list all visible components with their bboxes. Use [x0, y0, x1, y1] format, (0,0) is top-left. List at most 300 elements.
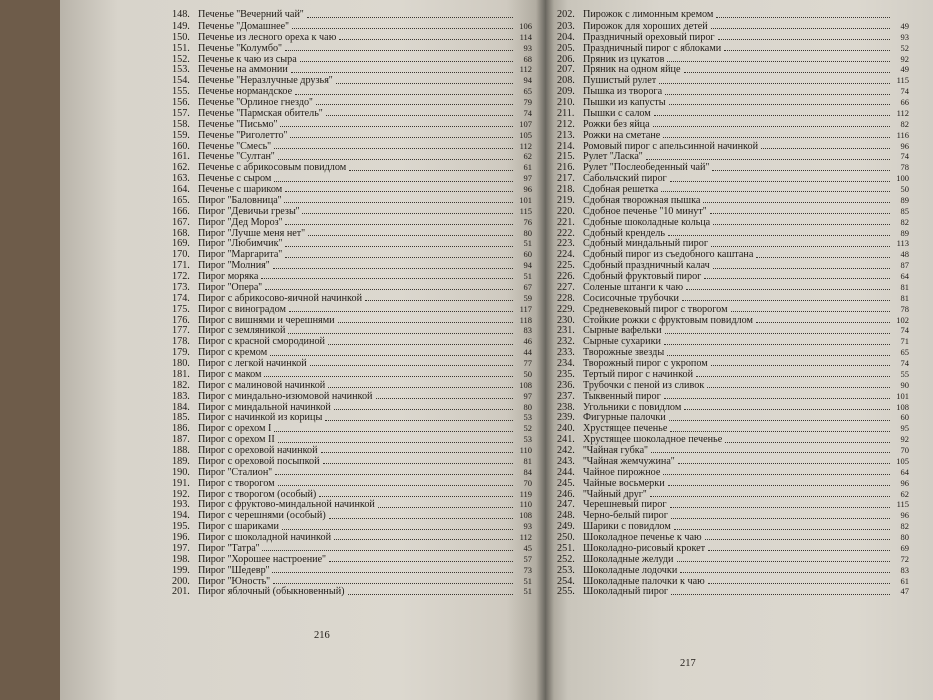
contents-entry — [172, 249, 532, 260]
entry-number: 176. — [172, 314, 190, 326]
entry-title: Печенье ''Смесь'' — [198, 140, 271, 152]
entry-number: 208. — [557, 75, 575, 87]
entry-number: 178. — [172, 336, 190, 348]
entry-number: 206. — [557, 53, 575, 65]
entry-page-number: 64 — [900, 466, 909, 477]
entry-title: Печенье ''Вечерний чай'' — [198, 9, 304, 20]
contents-entry — [172, 554, 532, 565]
entry-title: Тыквенный пирог — [583, 390, 661, 402]
dot-leader — [696, 375, 890, 377]
dot-leader — [716, 16, 890, 18]
entry-number: 251. — [557, 542, 575, 554]
entry-number: 228. — [557, 292, 575, 304]
dot-leader — [289, 310, 513, 312]
entry-number: 173. — [172, 281, 190, 293]
entry-number: 255. — [557, 586, 575, 598]
dot-leader — [703, 201, 890, 203]
entry-title: Шоколадные желуди — [583, 553, 674, 565]
dot-leader — [291, 71, 513, 73]
entry-number: 177. — [172, 325, 190, 337]
dot-leader — [664, 343, 890, 345]
entry-page-number: 92 — [900, 434, 909, 445]
entry-number: 242. — [557, 445, 575, 456]
dot-leader — [326, 114, 513, 116]
contents-entry — [557, 228, 909, 239]
entry-page-number: 71 — [900, 336, 909, 347]
dot-leader — [710, 212, 891, 214]
entry-number: 214. — [557, 140, 575, 152]
contents-entry — [557, 380, 909, 391]
entry-title: Пирог с миндально-изюмовой начинкой — [198, 390, 373, 402]
entry-title: Пирог ''Молния'' — [198, 260, 270, 272]
entry-number: 194. — [172, 510, 190, 522]
entry-number: 185. — [172, 412, 190, 424]
contents-entry — [557, 162, 909, 173]
contents-entry — [557, 238, 909, 249]
entry-title: Средневековый пирог с творогом — [583, 303, 728, 315]
contents-entry — [172, 412, 532, 423]
dot-leader — [349, 169, 513, 171]
entry-page-number: 97 — [523, 173, 532, 184]
entry-title: Шоколадные лодочки — [583, 564, 678, 576]
entry-title: Пирог с красной смородиной — [198, 336, 326, 348]
entry-number: 220. — [557, 205, 575, 217]
entry-title: Печенье к чаю из сыра — [198, 53, 297, 65]
entry-title: Пирог с начинкой из корицы — [198, 412, 323, 424]
dot-leader — [668, 234, 890, 236]
contents-entry — [172, 576, 532, 587]
entry-page-number: 49 — [900, 20, 909, 31]
entry-title: Праздничный пирог с яблоками — [583, 42, 722, 54]
entry-page-number: 114 — [519, 31, 532, 42]
contents-entry — [172, 543, 532, 554]
entry-page-number: 47 — [900, 586, 909, 597]
entry-title: Пирог с маком — [198, 368, 262, 380]
entry-page-number: 96 — [900, 477, 909, 488]
contents-entry — [557, 260, 909, 271]
entry-title: Пирог ''Дед Мороз'' — [198, 216, 283, 228]
entry-title: Пирог моряка — [198, 271, 259, 282]
entry-number: 175. — [172, 303, 190, 315]
entry-title: Сдобное печенье ''10 минут'' — [583, 205, 707, 217]
dot-leader — [316, 103, 513, 105]
contents-entry — [557, 467, 909, 478]
entry-title: Пирог ''Любимчик'' — [198, 238, 283, 250]
entry-number: 249. — [557, 521, 575, 533]
contents-entry — [172, 108, 532, 119]
dot-leader — [664, 397, 890, 399]
contents-entry — [172, 347, 532, 358]
entry-title: Черешневый пирог — [583, 499, 667, 511]
entry-page-number: 44 — [523, 347, 532, 358]
dot-leader — [659, 82, 890, 84]
entry-page-number: 67 — [523, 281, 532, 292]
entry-title: Пряник на одном яйце — [583, 64, 681, 76]
entry-number: 234. — [557, 358, 575, 369]
contents-entry — [172, 195, 532, 206]
contents-entry — [172, 97, 532, 108]
contents-entry — [172, 521, 532, 532]
contents-entry — [172, 130, 532, 141]
entry-title: Праздничный ореховый пирог — [583, 31, 715, 43]
entry-title: ''Чайная губка'' — [583, 445, 648, 456]
entry-title: Шоколадный пирог — [583, 586, 669, 598]
dot-leader — [310, 364, 513, 366]
entry-title: Угольники с повидлом — [583, 401, 682, 413]
entry-number: 182. — [172, 379, 190, 391]
entry-number: 212. — [557, 118, 575, 130]
entry-page-number: 74 — [523, 107, 532, 118]
entry-title: Пирог с кремом — [198, 347, 268, 359]
entry-title: Шоколадные палочки к чаю — [583, 575, 705, 587]
entry-page-number: 96 — [523, 184, 532, 194]
entry-page-number: 94 — [523, 75, 532, 86]
entry-title: Пирог с черешнями (особый) — [198, 510, 326, 522]
entry-page-number: 77 — [523, 358, 532, 368]
entry-page-number: 81 — [523, 455, 532, 466]
entry-page-number: 68 — [523, 53, 532, 64]
dot-leader — [669, 103, 890, 105]
entry-title: Печенье ''Колумбо'' — [198, 42, 282, 54]
contents-entry — [557, 282, 909, 293]
contents-entry — [172, 380, 532, 391]
entry-page-number: 107 — [519, 118, 532, 129]
dot-leader — [711, 364, 890, 366]
contents-entry — [557, 445, 909, 456]
contents-entry — [557, 347, 909, 358]
entry-page-number: 94 — [523, 260, 532, 271]
entry-number: 215. — [557, 151, 575, 163]
entry-number: 169. — [172, 238, 190, 250]
entry-page-number: 93 — [523, 42, 532, 53]
entry-number: 247. — [557, 499, 575, 511]
entry-page-number: 52 — [523, 423, 532, 434]
entry-title: Сдобная решетка — [583, 184, 659, 195]
entry-title: Пирог с творогом — [198, 477, 275, 489]
dot-leader — [295, 93, 513, 95]
dot-leader — [274, 147, 513, 149]
contents-entry — [172, 510, 532, 521]
entry-title: Пышки с салом — [583, 107, 651, 119]
contents-entry — [557, 10, 909, 21]
entry-page-number: 61 — [900, 575, 909, 586]
entry-page-number: 49 — [900, 64, 909, 75]
entry-title: Рожки на сметане — [583, 129, 661, 141]
entry-title: Пирог с земляникой — [198, 325, 286, 337]
contents-entry — [557, 21, 909, 32]
entry-page-number: 79 — [523, 97, 532, 107]
dot-leader — [671, 593, 890, 595]
left-page — [60, 0, 545, 700]
entry-title: Пирог с шоколадной начинкой — [198, 532, 332, 543]
dot-leader — [725, 441, 890, 443]
contents-entry — [172, 43, 532, 54]
contents-entry — [557, 54, 909, 65]
dot-leader — [261, 277, 513, 279]
entry-title: Печенье из лесного ореха к чаю — [198, 31, 337, 43]
contents-entry — [172, 271, 532, 282]
entry-number: 154. — [172, 75, 190, 87]
dot-leader — [365, 299, 513, 301]
contents-entry — [557, 369, 909, 380]
dot-leader — [682, 299, 890, 301]
entry-page-number: 46 — [523, 336, 532, 347]
dot-leader — [756, 321, 890, 323]
entry-number: 246. — [557, 488, 575, 500]
entry-title: Соленые штанги к чаю — [583, 281, 684, 293]
contents-entry — [557, 195, 909, 206]
dot-leader — [273, 582, 513, 584]
entry-number: 179. — [172, 347, 190, 359]
entry-number: 227. — [557, 281, 575, 293]
entry-page-number: 92 — [900, 53, 909, 64]
entry-title: Сдобный фруктовый пирог — [583, 271, 702, 282]
contents-entry — [172, 391, 532, 402]
entry-page-number: 89 — [900, 194, 909, 205]
dot-leader — [348, 593, 513, 595]
dot-leader — [684, 408, 890, 410]
dot-leader — [674, 528, 890, 530]
contents-entry — [557, 478, 909, 489]
entry-page-number: 74 — [900, 151, 909, 162]
entry-title: Пирог с вишнями и черешнями — [198, 314, 335, 326]
dot-leader — [285, 190, 513, 192]
entry-title: Сырные сухарики — [583, 336, 662, 348]
dot-leader — [329, 560, 513, 562]
dot-leader — [278, 158, 513, 160]
entry-number: 158. — [172, 118, 190, 130]
dot-leader — [285, 256, 513, 258]
entry-number: 231. — [557, 325, 575, 337]
entry-number: 226. — [557, 271, 575, 282]
entry-title: Шоколадно-рисовый крокет — [583, 542, 706, 554]
dot-leader — [677, 560, 890, 562]
entry-title: Ромовый пирог с апельсинной начинкой — [583, 140, 759, 152]
dot-leader — [323, 462, 513, 464]
dot-leader — [669, 419, 890, 421]
dot-leader — [336, 82, 513, 84]
dot-leader — [285, 245, 513, 247]
contents-entry — [172, 565, 532, 576]
entry-number: 181. — [172, 368, 190, 380]
entry-title: Печенье ''Султан'' — [198, 151, 275, 163]
dot-leader — [663, 473, 890, 475]
entry-number: 232. — [557, 336, 575, 348]
contents-entry — [557, 456, 909, 467]
entry-page-number: 85 — [900, 205, 909, 216]
contents-entry — [172, 228, 532, 239]
contents-entry — [172, 162, 532, 173]
entry-number: 184. — [172, 401, 190, 413]
entry-page-number: 108 — [519, 510, 532, 521]
entry-page-number: 119 — [519, 488, 532, 499]
contents-entry — [557, 173, 909, 184]
contents-entry — [172, 151, 532, 162]
dot-leader — [285, 223, 513, 225]
contents-entry — [557, 119, 909, 130]
entry-title: Печенье на аммонии — [198, 64, 288, 76]
entry-page-number: 51 — [523, 586, 532, 597]
entry-number: 157. — [172, 107, 190, 119]
dot-leader — [376, 397, 514, 399]
contents-entry — [557, 489, 909, 500]
entry-title: Рожки без яйца — [583, 118, 650, 130]
entry-page-number: 80 — [523, 401, 532, 412]
entry-number: 183. — [172, 390, 190, 402]
dot-leader — [731, 310, 890, 312]
entry-number: 204. — [557, 31, 575, 43]
entry-title: Печенье ''Неразлучные друзья'' — [198, 75, 333, 87]
entry-title: Пирог с ореховой начинкой — [198, 445, 318, 456]
entry-page-number: 112 — [519, 140, 532, 151]
entry-page-number: 65 — [900, 347, 909, 358]
contents-entry — [172, 217, 532, 228]
entry-number: 224. — [557, 249, 575, 261]
dot-leader — [338, 321, 513, 323]
entry-number: 162. — [172, 162, 190, 174]
entry-number: 241. — [557, 434, 575, 446]
dot-leader — [653, 125, 890, 127]
contents-entry — [172, 293, 532, 304]
entry-title: Печенье ''Пармская обитель'' — [198, 107, 323, 119]
entry-title: Фигурные палочки — [583, 412, 666, 424]
dot-leader — [292, 27, 513, 29]
entry-page-number: 112 — [519, 532, 532, 542]
entry-title: Пирог ''Сталион'' — [198, 466, 272, 478]
contents-entry — [172, 315, 532, 326]
entry-number: 193. — [172, 499, 190, 511]
entry-title: Пирог с виноградом — [198, 303, 286, 315]
entry-page-number: 70 — [900, 445, 909, 455]
entry-page-number: 62 — [900, 488, 909, 499]
contents-entry — [557, 336, 909, 347]
contents-entry — [172, 86, 532, 97]
entry-page-number: 102 — [896, 314, 909, 325]
contents-entry — [172, 238, 532, 249]
entry-page-number: 93 — [900, 31, 909, 42]
dot-leader — [712, 169, 890, 171]
contents-entry — [557, 141, 909, 152]
dot-leader — [290, 136, 513, 138]
dot-leader — [646, 158, 890, 160]
entry-title: Творожный пирог с укропом — [583, 358, 708, 369]
entry-page-number: 52 — [900, 42, 909, 53]
contents-entry — [557, 217, 909, 228]
contents-entry — [557, 249, 909, 260]
entry-page-number: 96 — [900, 510, 909, 521]
contents-entry — [557, 391, 909, 402]
entry-number: 199. — [172, 564, 190, 576]
entry-number: 163. — [172, 173, 190, 185]
entry-page-number: 115 — [896, 75, 909, 86]
entry-number: 207. — [557, 64, 575, 76]
right-contents-list — [557, 10, 909, 597]
entry-title: Пирог с фруктово-миндальной начинкой — [198, 499, 375, 511]
page-number-left: 216 — [314, 630, 330, 641]
entry-title: Сдобный крендель — [583, 227, 666, 239]
entry-number: 149. — [172, 20, 190, 32]
dot-leader — [325, 419, 513, 421]
entry-number: 174. — [172, 292, 190, 304]
dot-leader — [274, 430, 513, 432]
entry-number: 211. — [557, 107, 575, 119]
dot-leader — [713, 267, 890, 269]
contents-entry — [557, 304, 909, 315]
contents-entry — [172, 499, 532, 510]
dot-leader — [274, 180, 513, 182]
entry-number: 168. — [172, 227, 190, 239]
contents-entry — [557, 434, 909, 445]
entry-title: Чайное пирожное — [583, 466, 661, 478]
contents-entry — [172, 75, 532, 86]
entry-title: Сдобный миндальный пирог — [583, 238, 708, 250]
entry-page-number: 65 — [523, 86, 532, 97]
entry-page-number: 48 — [900, 249, 909, 260]
dot-leader — [718, 38, 890, 40]
entry-title: Пирог с миндальной начинкой — [198, 401, 331, 413]
entry-number: 167. — [172, 216, 190, 228]
entry-number: 191. — [172, 477, 190, 489]
entry-title: Сабольчский пирог — [583, 173, 667, 185]
entry-number: 223. — [557, 238, 575, 250]
entry-page-number: 70 — [523, 477, 532, 488]
contents-entry — [172, 456, 532, 467]
dot-leader — [334, 408, 513, 410]
contents-entry — [172, 119, 532, 130]
entry-page-number: 93 — [523, 521, 532, 532]
contents-entry — [557, 532, 909, 543]
entry-title: Печенье ''Орлиное гнездо'' — [198, 97, 313, 108]
contents-entry — [557, 543, 909, 554]
dot-leader — [711, 27, 890, 29]
dot-leader — [665, 332, 890, 334]
contents-entry — [172, 21, 532, 32]
entry-number: 161. — [172, 151, 190, 163]
entry-page-number: 53 — [523, 412, 532, 423]
contents-entry — [557, 325, 909, 336]
dot-leader — [288, 332, 513, 334]
entry-title: Пышки из капусты — [583, 97, 666, 108]
contents-entry — [172, 445, 532, 456]
entry-number: 237. — [557, 390, 575, 402]
entry-page-number: 61 — [523, 162, 532, 173]
dot-leader — [329, 517, 513, 519]
dot-leader — [704, 277, 890, 279]
entry-page-number: 100 — [896, 173, 909, 184]
dot-leader — [328, 343, 513, 345]
entry-page-number: 112 — [896, 107, 909, 118]
contents-entry — [172, 173, 532, 184]
dot-leader — [273, 267, 513, 269]
dot-leader — [308, 234, 513, 236]
contents-entry — [557, 293, 909, 304]
contents-entry — [557, 130, 909, 141]
entry-page-number: 55 — [900, 368, 909, 379]
entry-number: 151. — [172, 42, 190, 54]
contents-entry — [557, 423, 909, 434]
dot-leader — [278, 441, 513, 443]
entry-number: 202. — [557, 9, 575, 20]
entry-page-number: 78 — [900, 162, 909, 173]
dot-leader — [708, 582, 890, 584]
contents-entry — [172, 32, 532, 43]
contents-entry — [557, 412, 909, 423]
contents-entry — [172, 325, 532, 336]
dot-leader — [280, 125, 513, 127]
entry-number: 221. — [557, 216, 575, 228]
dot-leader — [282, 528, 513, 530]
dot-leader — [278, 484, 513, 486]
